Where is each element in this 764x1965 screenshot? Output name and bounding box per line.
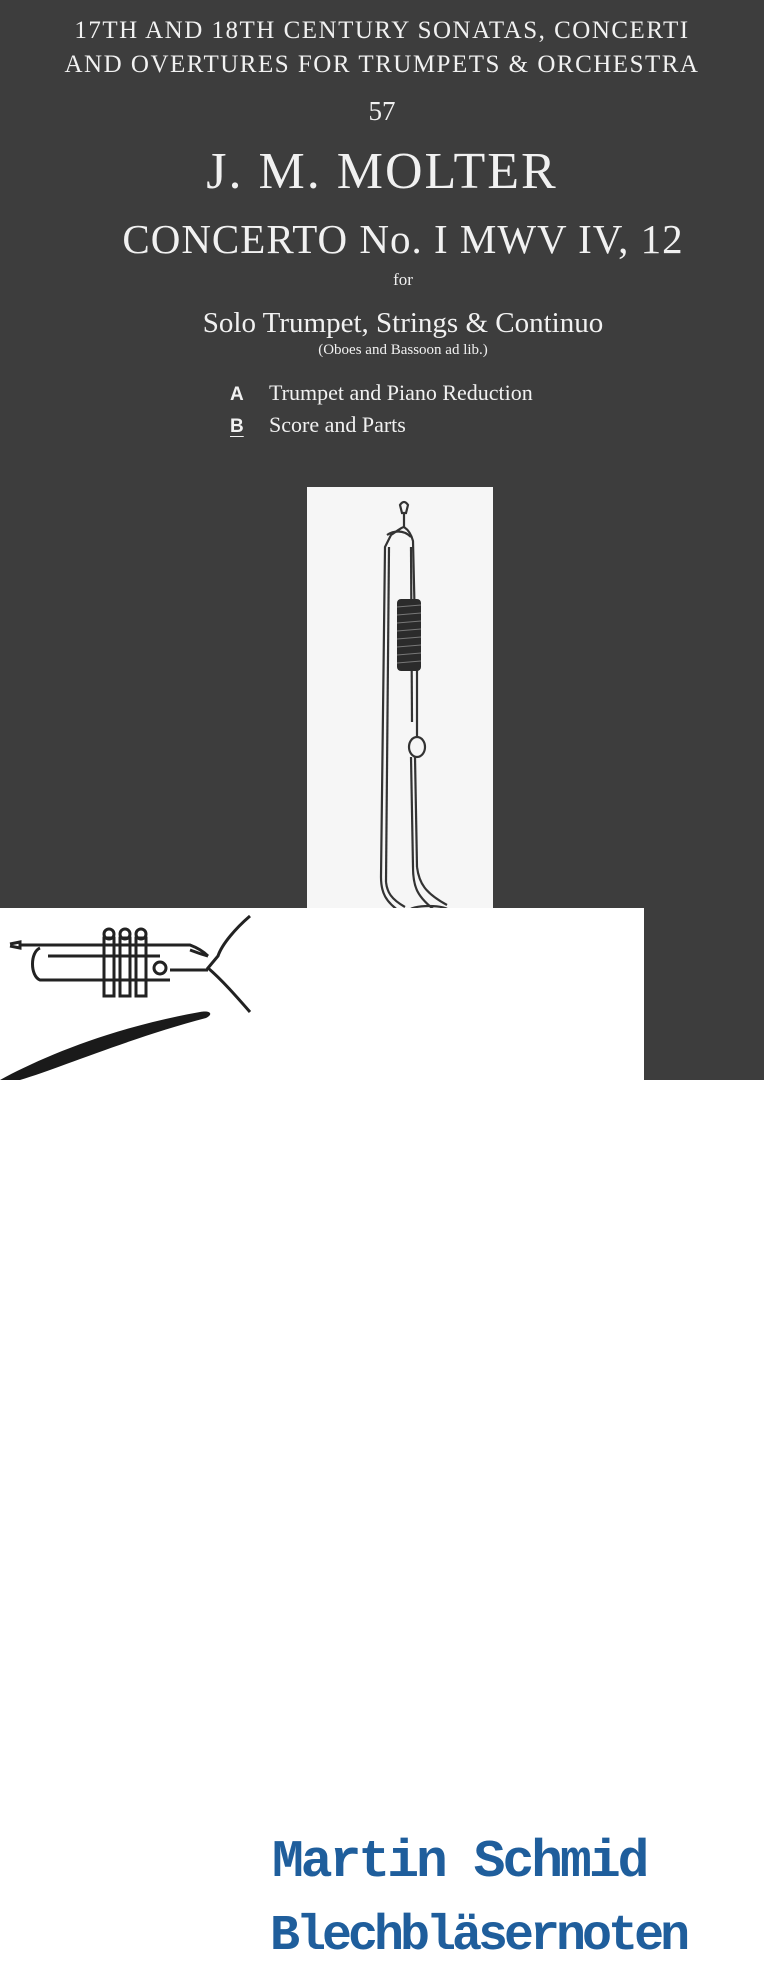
edition-letter-selected: B [230,416,244,437]
series-title-line2: AND OVERTURES FOR TRUMPETS & ORCHESTRA [64,51,700,78]
work-title: CONCERTO No. I MWV IV, 12 [122,216,684,262]
for-label: for [393,270,413,289]
edition-b [230,410,406,442]
edition-label: Score and Parts [269,412,406,437]
natural-trumpet-icon [307,487,493,927]
composer-name: J. M. MOLTER [206,143,558,200]
trumpet-icon [0,908,270,1080]
dealer-stamp [0,908,687,1965]
instrumentation: Solo Trumpet, Strings & Continuo [202,307,604,339]
ad-lib-note: (Oboes and Bassoon ad lib.) [318,342,488,358]
edition-a [230,378,533,410]
edition-letter: A [230,384,244,405]
natural-trumpet-illustration [307,487,493,927]
dealer-subtitle: Blechbläsernoten [270,1908,687,1965]
edition-label: Trumpet and Piano Reduction [269,380,533,405]
dealer-name: Martin Schmid [272,1832,647,1892]
series-number: 57 [368,96,396,126]
series-title-line1: 17TH AND 18TH CENTURY SONATAS, CONCERTI [74,17,690,44]
